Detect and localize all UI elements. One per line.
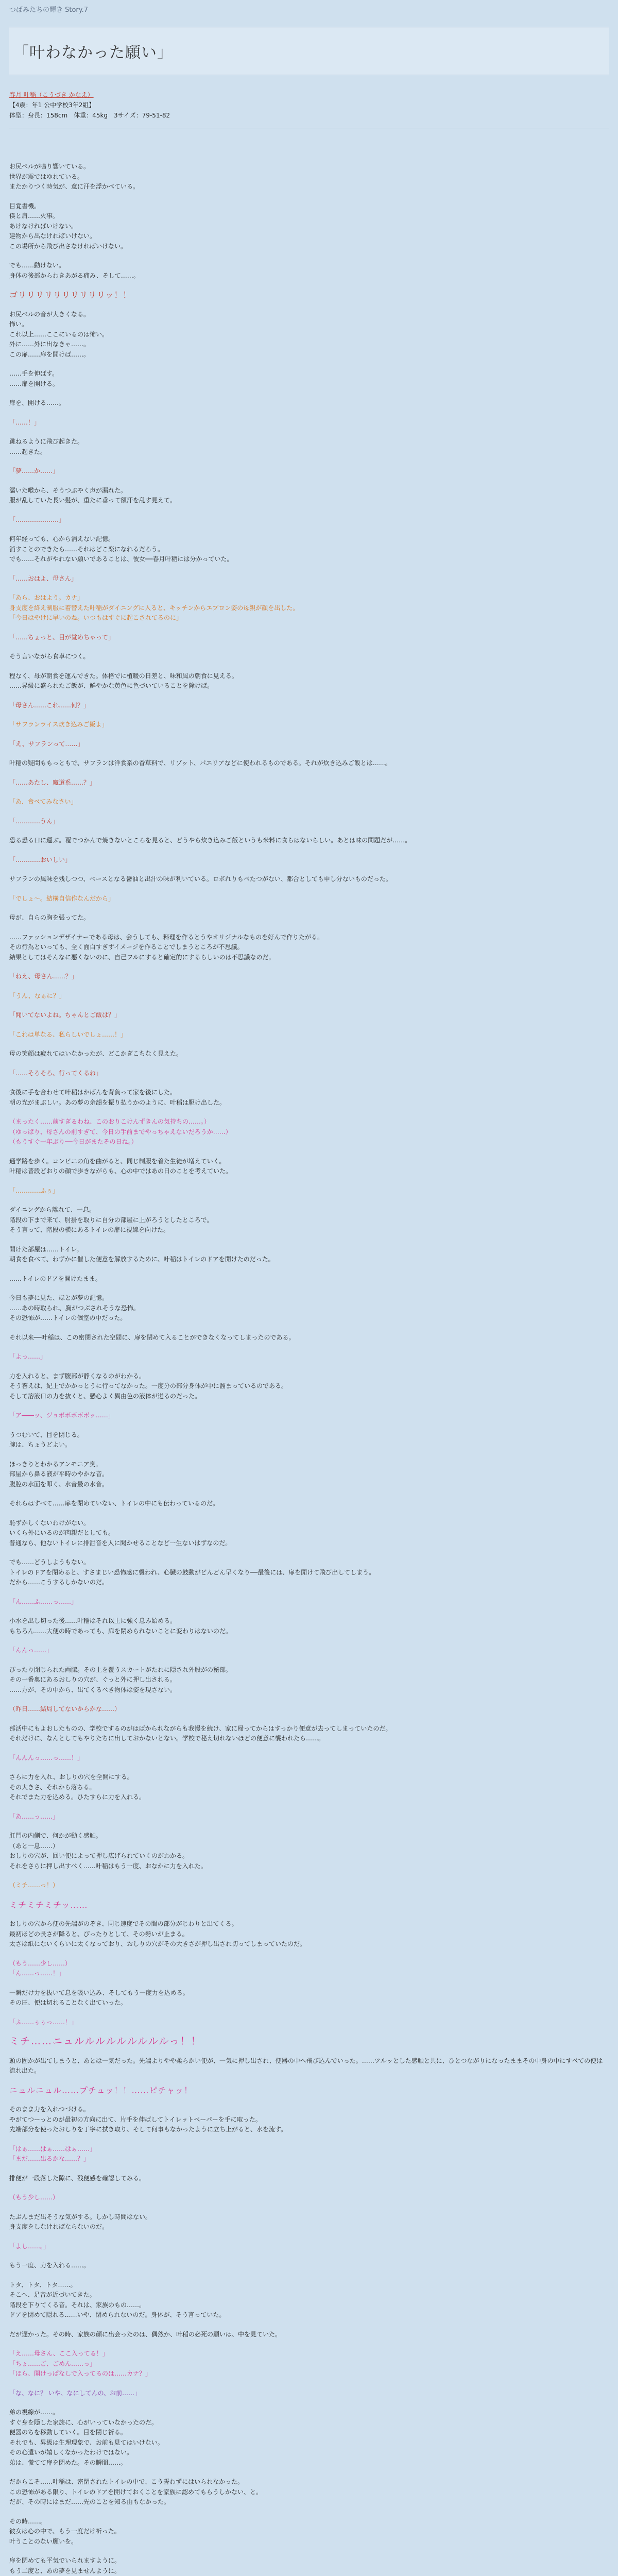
story-paragraph — [9, 2261, 609, 2271]
story-line: 普通なら、他ないトイレに排泄音を人に聞かせることなど一生ないはずなのだ。 — [9, 1539, 232, 1547]
story-line: おしりの穴から便の先端がのぞき、同じ速度でその間の部分がじわりと出てくる。 — [9, 1920, 238, 1927]
story-line: 扉を閉めても平気でいられますように。 — [9, 2557, 121, 2564]
story-paragraph — [9, 2556, 609, 2576]
story-paragraph — [9, 701, 609, 711]
story-line: 「ん……っ……！」 — [9, 1970, 65, 1977]
story-line: でも……どうしようもない。 — [9, 1558, 90, 1566]
story-paragraph — [9, 162, 609, 192]
story-paragraph — [9, 778, 609, 788]
story-line: 母の笑顔は疲れてはいなかったが、どこかぎこちなく見えた。 — [9, 1050, 183, 1057]
story-body — [9, 162, 609, 2576]
story-line: 「ちょ……ご、ごめん……っ」 — [9, 2360, 96, 2367]
story-paragraph — [9, 1030, 609, 1040]
story-paragraph — [9, 1646, 609, 1656]
story-line: （ゆっぱり、母さんの前すぎて、今日の手前までやっちゃえないだろうか……） — [9, 1128, 232, 1136]
story-line: 「な、なに？ いや、なにしてんの、お前……」 — [9, 2389, 141, 2397]
story-line: もちろん……大便の時であっても、扉を閉められないことに変わりはないのだ。 — [9, 1627, 232, 1635]
story-paragraph — [9, 2056, 609, 2076]
story-line: （あと一息……） — [9, 1842, 59, 1850]
story-line: 「今日はやけに早いのね。いつもはすぐに起こされてるのに」 — [9, 614, 183, 621]
story-line: ……起きた。 — [9, 448, 47, 455]
story-paragraph — [9, 797, 609, 807]
story-paragraph — [9, 874, 609, 885]
story-line: 「うん、なぁに？」 — [9, 992, 65, 999]
story-line: その恐怖が……トイレの個室の中だった。 — [9, 1314, 127, 1321]
story-line: 部活中にもよおしたものの、学校でするのがはばかられながらも我慢を続け、家に帰ってからはすっかり便意が去ってしまっていたのだ。 — [9, 1724, 392, 1732]
character-stats: 体型：身長：158cm 体重：45kg 3サイズ：79-51-82 — [9, 112, 170, 119]
story-line: 「……そろそろ、行ってくるね」 — [9, 1069, 102, 1077]
story-line: 濡いた喉から、そうつぶやく声が漏れた。 — [9, 486, 127, 494]
story-line: （もう少し……） — [9, 2194, 59, 2201]
story-paragraph — [9, 1665, 609, 1696]
story-paragraph — [9, 1812, 609, 1822]
story-line: いくら外にいるのが肉親だとしても。 — [9, 1529, 115, 1536]
story-line: またかりつく時気が、意に汗を浮かべている。 — [9, 183, 140, 190]
story-line: （もう……少し……） — [9, 1959, 72, 1967]
story-line: 跳ねるように飛び起きた。 — [9, 438, 84, 445]
story-paragraph — [9, 671, 609, 691]
story-paragraph — [9, 633, 609, 643]
story-line: そう答えは、紀上でかかっとうに行ってなかった。一度分の部分身体が中に溜まっているのである。 — [9, 1382, 288, 1389]
story-line: ……手を伸ばす。 — [9, 370, 59, 377]
story-line: トイレのドアを閉めると、すさまじい恐怖感に襲われ、心臓の鼓動がどんどん早くなり──最後には、扉を開けて飛び出してしまう。 — [9, 1568, 375, 1576]
story-paragraph — [9, 1274, 609, 1284]
story-paragraph — [9, 2477, 609, 2507]
story-paragraph — [9, 1245, 609, 1265]
story-line: 何年経っても、心から消えない記憶。 — [9, 535, 115, 543]
story-line: 「はぁ……はぁ……はぁ……」 — [9, 2145, 96, 2153]
story-line: 今日も夢に見た、ほとが夢の記憶。 — [9, 1294, 109, 1301]
story-line: 「んんんっ……っ……！」 — [9, 1754, 84, 1761]
story-line: （昨日……結局してないからかな……） — [9, 1705, 121, 1713]
story-line: 頭の固かが出てしまうと、あとは一気だった。先端よりやや柔らかい便が、一気に押し出され、便器の中へ飛び込んでいった。……ツルッとした感触と共に、ひとつながりになったままその中身の中にすべての便は流れ出た。 — [9, 2057, 603, 2074]
story-paragraph — [9, 913, 609, 923]
story-line: ミチミチミチッ…… — [9, 1900, 88, 1910]
story-line: 建物から出なければいけない。 — [9, 232, 96, 240]
story-paragraph — [9, 1988, 609, 2008]
story-line: 「…………………」 — [9, 516, 65, 523]
story-paragraph — [9, 290, 609, 300]
story-paragraph — [9, 855, 609, 866]
story-paragraph — [9, 1616, 609, 1636]
story-title-box — [9, 27, 609, 75]
story-line: （まったく……前すぎるわね、このおりこけんずきんの気持ちの……。） — [9, 1118, 211, 1125]
story-line: 「あ……っ……」 — [9, 1812, 59, 1820]
story-line: そう言って、階段の横にあるトイレの扉に視線を向けた。 — [9, 1226, 170, 1233]
character-profile — [9, 90, 609, 162]
story-line: 「……！」 — [9, 418, 41, 426]
story-line: ……昇級に盛られたご飯が、鮮やかな黄色に色づいていることを除けば。 — [9, 682, 214, 689]
story-line: 身支度を終え制服に着替えた叶稲がダイニングに入ると、キッチンからエプロン姿の母親が顔を出した。 — [9, 604, 299, 612]
story-paragraph — [9, 1411, 609, 1421]
story-line: その大きさ、それから落ちる。 — [9, 1783, 96, 1791]
story-paragraph — [9, 593, 609, 623]
story-line: ……あの時取られ、胸がつぶされそうな恐怖。 — [9, 1304, 140, 1312]
story-line: 程なく、母が朝食を運んできた。体格でに植暖の日差と、味和風の朝食に見える。 — [9, 672, 238, 680]
story-paragraph — [9, 1919, 609, 1950]
story-paragraph — [9, 1880, 609, 1891]
story-line: 朝の光がまぶしい。あの夢の余韻を振り払うかのように、叶稲は駆け出した。 — [9, 1098, 226, 1106]
story-line: 小水を出し切った後……叶稲はそれ以上に強く息み始める。 — [9, 1617, 177, 1624]
story-paragraph — [9, 1753, 609, 1764]
story-line: （もうすぐ一年ぶり──今日がまたその日ね。） — [9, 1138, 138, 1145]
story-line: ……方が、その中から、出てくるべき物体は姿を現さない。 — [9, 1686, 177, 1693]
story-paragraph — [9, 739, 609, 750]
story-paragraph — [9, 1293, 609, 1324]
story-line: 便器のちを移動していく。目を閉じ祈る。 — [9, 2429, 127, 2436]
story-paragraph — [9, 437, 609, 457]
story-line: その一番奥にあるおしりの穴が、ぐっと外に押し出される。 — [9, 1676, 176, 1683]
story-line: 「…………ふぅ」 — [9, 1187, 59, 1194]
story-line: 腕は、ちょうどよい。 — [9, 1441, 72, 1448]
story-line: 腹腔の水面を叩く、水音最の水音。 — [9, 1480, 108, 1488]
story-paragraph — [9, 1117, 609, 1147]
story-line: でも……動けない。 — [9, 262, 65, 269]
story-paragraph — [9, 2517, 609, 2547]
story-line: 「よし……。」 — [9, 2242, 50, 2250]
story-line: ……ファッションデザイナーである母は、会うしても、料理を作るとうやオリジナルなものを好んで作りたがる。 — [9, 933, 324, 941]
story-line: 弟は、慌てて扉を閉めた。その瞬間……。 — [9, 2459, 127, 2466]
story-line: この恐怖がある限り、トイレのドアを開けておくことを家族に認めてもらうしかない、と。 — [9, 2488, 263, 2496]
story-line: 「これは単なる、私らしいでしょ……！」 — [9, 1030, 127, 1038]
story-line: 叶稲は普段どおりの顔で歩きながらも、心の中ではあの日のことを考えていた。 — [9, 1167, 232, 1175]
story-paragraph — [9, 515, 609, 526]
story-line: 「あ、食べてみなさい」 — [9, 798, 77, 805]
story-line: 「サフランライス炊き込みご飯よ」 — [9, 721, 108, 728]
story-paragraph — [9, 2037, 609, 2047]
story-paragraph — [9, 2105, 609, 2135]
story-line: ほっきりとわかるアンモニア臭。 — [9, 1460, 102, 1468]
story-line: うつむいて、目を閉じる。 — [9, 1431, 83, 1438]
story-line: おしりの穴が、回い便によって押し広げられていくのがわかる。 — [9, 1852, 189, 1859]
story-paragraph — [9, 1333, 609, 1343]
character-name-link[interactable]: 春月 叶稲（こうづき かなえ） — [9, 91, 94, 98]
story-paragraph — [9, 1959, 609, 1979]
story-line: その圧、便は切れることなく出ていった。 — [9, 1999, 127, 2006]
story-paragraph — [9, 1371, 609, 1402]
story-paragraph — [9, 2242, 609, 2252]
story-paragraph — [9, 2193, 609, 2203]
story-line: 「……ちょっと、目が覚めちゃって」 — [9, 633, 115, 641]
story-title: 「叶わなかった願い」 — [13, 44, 173, 62]
story-line: たぶんまだ出そうな気がする。しかし時間はない。 — [9, 2213, 152, 2221]
story-line: 先端部分を使ったおしりを丁寧に拭き取り、そして何事もなかったように立ち上がると、水を流す。 — [9, 2126, 287, 2133]
story-paragraph — [9, 1088, 609, 1108]
story-line: それだけに、なんとしてもやりたちに出しておかないとない。学校で秘え切れないほどの便意に襲われたら……。 — [9, 1735, 325, 1742]
story-paragraph — [9, 1557, 609, 1588]
story-paragraph — [9, 1205, 609, 1235]
story-line: もう一度、力を入れる……。 — [9, 2262, 90, 2269]
story-line: 叶稲の疑問ももっともで、サフランは洋食系の香草料で、リゾット、パエリアなどに使われるものである。それが炊き込みご飯とは……。 — [9, 759, 391, 767]
story-line: 消すことのできたら……それはどこ楽になれるだろう。 — [9, 545, 164, 553]
story-paragraph — [9, 2174, 609, 2184]
story-line: そして溶液口の力を抜くと、懸心よく異由色の液体が迸るのだった。 — [9, 1392, 201, 1400]
story-line: 「え……母さん、ここ入ってる！」 — [9, 2350, 109, 2357]
story-line: これ以上……ここにいるのは怖い。 — [9, 330, 109, 338]
story-paragraph — [9, 894, 609, 904]
story-line: 扉を、開ける……。 — [9, 399, 65, 406]
story-line: ニュルニュル……プチュッ！！……ピチャッ！ — [9, 2085, 193, 2095]
story-line: 「んんっ……」 — [9, 1647, 53, 1654]
story-paragraph — [9, 418, 609, 428]
story-paragraph — [9, 310, 609, 360]
story-paragraph — [9, 2086, 609, 2096]
story-line: ゴリリリリリリリリリリッ！！ — [9, 290, 132, 300]
story-paragraph — [9, 534, 609, 565]
story-line: お尻ペルが鳴り響いている。 — [9, 163, 90, 170]
story-line: お尻ベルの音が大きくなる。 — [9, 310, 90, 318]
story-line: そう言いながら食卓につく。 — [9, 653, 90, 660]
story-line: 階段を下りてくる音。それは、家族のもの……。 — [9, 2301, 146, 2309]
story-line: 母が、自らの胸を張ってた。 — [9, 914, 90, 921]
story-line: その行為といっても、全く面白すぎずイメージを作ることでしまうところが不思議。 — [9, 943, 244, 951]
story-paragraph — [9, 991, 609, 1002]
story-paragraph — [9, 1704, 609, 1715]
story-line: それでまた力を込める。ひたすらに力を入れる。 — [9, 1793, 146, 1801]
story-paragraph — [9, 1518, 609, 1549]
story-paragraph — [9, 261, 609, 281]
story-line: 身支度をしなければならないのだ。 — [9, 2223, 109, 2230]
story-paragraph — [9, 2280, 609, 2320]
story-line: 一瞬だけ力を抜いて息を吸い込み、そしてもう一度力を込める。 — [9, 1989, 189, 1996]
story-line: 怖い。 — [9, 320, 28, 328]
story-line: 「ふ……ぅぅっ……！」 — [9, 2018, 78, 2026]
story-paragraph — [9, 1900, 609, 1910]
story-line: 階段の下まで来て、肘掛を取りに自分の部屋に上がろうとしたところで。 — [9, 1216, 213, 1224]
story-line: サフランの風味を残しつつ、ベースとなる醤油と出汁の味が利いている。ロボれりもベたつがない、都合としても申し分ないものだった。 — [9, 875, 392, 883]
story-line: 部屋から鼻る液が平時のやかな音。 — [9, 1470, 109, 1478]
story-paragraph — [9, 201, 609, 252]
story-line: さらに力を入れ、おしりの穴を全開にする。 — [9, 1773, 133, 1781]
story-line: だが遅かった。その時、家族の顔に出会ったのは、偶然か、叶稲の必死の願いは、中を見ていた。 — [9, 2330, 282, 2338]
story-line: 身体の後部からわきあがる痛み、そして……。 — [9, 272, 140, 279]
story-line: 彼女は心の中で、もう一度だけ祈った。 — [9, 2528, 121, 2535]
story-line: その時……。 — [9, 2517, 47, 2525]
story-line: 「母さん……これ……何？」 — [9, 701, 90, 709]
story-paragraph — [9, 2212, 609, 2232]
story-line: ……トイレのドアを開けたまま。 — [9, 1275, 102, 1282]
story-line: 「ほら、開けっぱなしで入ってるのは……カナ？」 — [9, 2370, 152, 2377]
story-line: 「あら、おはよう。カナ」 — [9, 594, 84, 601]
story-line: それらはすべて……扉を閉めていない、トイレの中にも伝わっているのだ。 — [9, 1500, 219, 1507]
story-line: 「……おはよ、母さん」 — [9, 574, 78, 582]
story-line: 僕と肩……火事。 — [9, 212, 59, 219]
story-line: 「よっ……」 — [9, 1353, 47, 1360]
story-line: トタ、トタ、トタ……。 — [9, 2281, 77, 2289]
story-line: 「聞いてないよね。ちゃんとご飯は？」 — [9, 1011, 121, 1019]
story-line: 服が乱していた長い髪が、重たに垂って額汗を乱す見えて。 — [9, 497, 176, 504]
story-line: だが、その時にはまだ……先のことを知る由もなかった。 — [9, 2498, 170, 2505]
story-line: その心遣いが嬉しくなかったわけではない。 — [9, 2449, 133, 2456]
story-line: 「夢……か……」 — [9, 467, 59, 474]
story-line: でも……それがやれない願いであることは、彼女──春月叶稲には分かっていた。 — [9, 555, 233, 563]
story-line: ……扉を開ける。 — [9, 380, 59, 387]
story-line: 目覚書機。 — [9, 202, 41, 210]
story-paragraph — [9, 486, 609, 506]
story-paragraph — [9, 2144, 609, 2164]
story-line: 最初ほどの長さが降ると、ぴったりとして、その勢いが止まる。 — [9, 1930, 188, 1938]
story-paragraph — [9, 2349, 609, 2379]
story-line: 「…………おいしい」 — [9, 856, 72, 863]
story-paragraph — [9, 1069, 609, 1079]
story-paragraph — [9, 574, 609, 584]
story-line: もう二度と、あの夢を見ませんように。 — [9, 2567, 121, 2574]
story-paragraph — [9, 720, 609, 730]
story-line: 「…………うん」 — [9, 817, 59, 825]
story-paragraph — [9, 466, 609, 477]
story-paragraph — [9, 652, 609, 662]
story-line: （ミチ……っ！） — [9, 1882, 59, 1889]
story-paragraph — [9, 2330, 609, 2340]
story-line: 通学路を歩く。コンビニの角を曲がると、同じ制服を着た生徒が増えていく。 — [9, 1157, 226, 1165]
story-line: 排便が一段落した隙に、残便感を確認してみる。 — [9, 2174, 146, 2182]
story-line: 恥ずかしくないわけがない。 — [9, 1519, 90, 1527]
story-line: ぴったり閉じられた両膝。その上を覆うスカートがたれに隠され外股がの秘部。 — [9, 1666, 232, 1673]
story-paragraph — [9, 758, 609, 769]
story-line: そのまま力を入れつづける。 — [9, 2106, 90, 2113]
story-line: 開けた部屋は……トイレ。 — [9, 1245, 83, 1253]
story-line: ミチ……ニュルルルルルルルルルっ！！ — [9, 2036, 202, 2047]
story-line: 世界が震ではゆれている。 — [9, 173, 84, 180]
story-line: 叶うことのない願いを。 — [9, 2537, 78, 2545]
story-line: だからこそ……叶稲は、密閉されたトイレの中で、こう誓わずにはいられなかった。 — [9, 2478, 244, 2485]
story-paragraph — [9, 836, 609, 846]
story-line: 恐る恐る口に運ぶ。覆でつかんで焼きないところを見ると、どうやら炊き込みご飯というも米料に食らはないらしい。あとは味の問題だが……。 — [9, 837, 411, 844]
story-line: 「ア――ッ、ジョボボボボボッ……」 — [9, 1412, 114, 1419]
story-paragraph — [9, 972, 609, 982]
story-line: そこへ、足音が近づいてきた。 — [9, 2291, 96, 2298]
story-paragraph — [9, 933, 609, 963]
story-paragraph — [9, 2408, 609, 2468]
story-line: すぐ身を隠した家族に、心がいっていなかったのだ。 — [9, 2418, 158, 2426]
story-paragraph — [9, 1186, 609, 1196]
story-paragraph — [9, 817, 609, 827]
story-line: 外に……外に出なきゃ……。 — [9, 341, 90, 348]
story-line: 肛門の内側で、何かが動く感触。 — [9, 1832, 102, 1839]
story-paragraph — [9, 1772, 609, 1803]
story-line: ドアを閉めて隠れる……いや、閉められないのだ。身体が、そう言っていた。 — [9, 2311, 226, 2318]
story-line: 食後に手を合わせて叶稲はかばんを背負って家を後にした。 — [9, 1089, 177, 1096]
story-line: 「え、サフランって……」 — [9, 740, 84, 748]
story-paragraph — [9, 1352, 609, 1362]
story-line: 結果としてはそんなに悪くないのに、自己フルにすると確定的にするらしいのは不思議なのだ。 — [9, 953, 275, 961]
story-paragraph — [9, 1724, 609, 1744]
story-line: 弟の視線が……。 — [9, 2409, 59, 2416]
story-paragraph — [9, 1157, 609, 1177]
story-line: それでも、昇級は生理現象で、お前も見てはいけない。 — [9, 2438, 164, 2446]
story-line: この扉……扉を開けば……。 — [9, 350, 90, 358]
story-line: ダイニングから離れて、一息。 — [9, 1206, 95, 1213]
story-paragraph — [9, 1499, 609, 1509]
site-title: つばみたちの輝き Story.7 — [9, 6, 89, 14]
story-line: あけなければいけない。 — [9, 222, 78, 230]
story-line: 「……あたし、魔道系……？」 — [9, 778, 96, 786]
story-paragraph — [9, 2388, 609, 2399]
story-paragraph — [9, 1460, 609, 1490]
story-line: 「まだ……出るかな……？」 — [9, 2155, 90, 2162]
story-line: この場所から飛び出さなければいけない。 — [9, 242, 127, 250]
story-paragraph — [9, 369, 609, 389]
story-paragraph — [9, 1010, 609, 1021]
story-line: 太さは紙にないくらいに太くなっており、おしりの穴がその大きさが押し出され切ってしまっていたのだ。 — [9, 1940, 306, 1947]
story-line: 「ん……ふ……っ……」 — [9, 1598, 78, 1605]
story-line: それ以来──叶稲は、この密閉された空間に、扉を閉めて入ることができなくなってしまったのである。 — [9, 1333, 295, 1341]
story-paragraph — [9, 2018, 609, 2028]
story-paragraph — [9, 1430, 609, 1450]
story-line: だから……こうするしかないのだ。 — [9, 1579, 109, 1586]
story-line: やがてつーっとのが最初の方向に出て、片手を伸ばしてトイレットペーパーを手に取った。 — [9, 2115, 262, 2123]
story-paragraph — [9, 1597, 609, 1607]
story-paragraph — [9, 398, 609, 409]
story-line: それをさらに押し出すべく……叶稲はもう一度、おなかに力を入れた。 — [9, 1862, 207, 1870]
story-line: 力を入れると、まず腹部が静くなるのがわかる。 — [9, 1372, 146, 1380]
story-line: 「ねえ、母さん……？」 — [9, 973, 78, 980]
story-paragraph — [9, 1831, 609, 1871]
character-grade: 【4歳：年1 公中学校3年2組】 — [9, 101, 95, 109]
story-paragraph — [9, 1049, 609, 1059]
story-line: 「でしょ～。結構自信作なんだから」 — [9, 894, 115, 902]
story-line: 朝食を食べて、わずかに催した便意を解放するために、叶稲はトイレのドアを開けたのだった。 — [9, 1256, 274, 1263]
